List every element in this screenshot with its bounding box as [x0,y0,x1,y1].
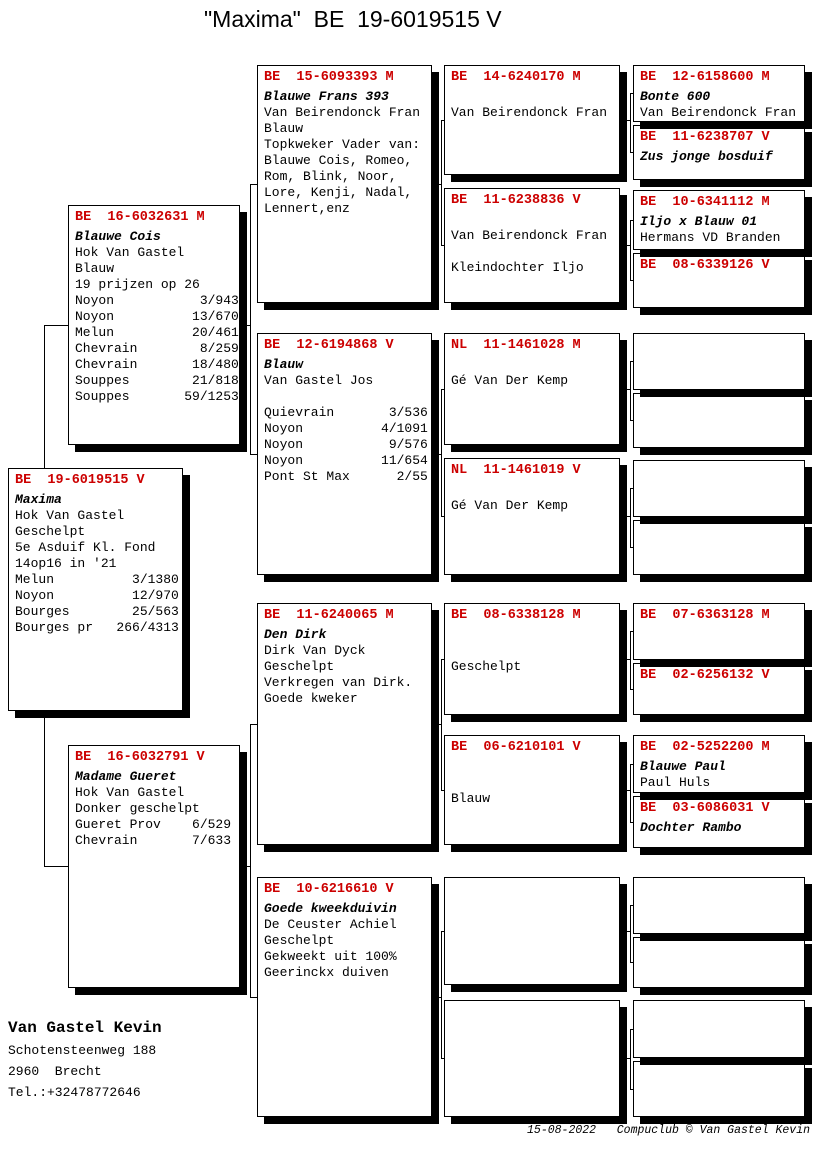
footer-spacer [596,1124,617,1137]
pigeon-info-line: Geschelpt [264,933,335,948]
ring-number [640,881,798,898]
pigeon-name: Blauwe Cois [75,229,161,244]
pedigree-box-g5-1 [633,65,805,122]
ring-number [640,524,798,541]
pigeon-info-line [451,244,613,260]
pigeon-name: Blauwe Frans 393 [264,89,389,104]
pigeon-info-line: De Ceuster Achiel [264,917,397,932]
pigeon-info-line: Bourges 25/563 [15,604,179,619]
ring-number: BE 16-6032791 V [75,750,205,765]
pigeon-info-line: Geschelpt [264,659,335,674]
pedigree-box-g5-12 [633,796,805,848]
pedigree-box-g3-1 [257,65,432,303]
pedigree-connector-line [240,866,250,867]
ring-number [640,397,798,414]
pigeon-info-line: Dirk Van Dyck [264,643,366,658]
pigeon-info-line: Lennert,enz [264,201,350,216]
pedigree-connector-line [620,245,630,246]
pigeon-name: Maxima [15,492,62,507]
pedigree-box-g5-9 [633,603,805,660]
pedigree-connector-line [630,764,631,823]
pigeon-info-line [451,89,613,105]
owner-phone: Tel.:+32478772646 [8,1085,141,1100]
pigeon-info-line: Van Gastel Jos [264,373,374,388]
pedigree-connector-line [250,724,257,725]
pigeon-info-line: Van Beirendonck Fran [640,105,797,120]
pedigree-connector-line [630,361,631,421]
pedigree-connector-line [630,488,631,548]
pedigree-box-g5-8 [633,520,805,575]
pedigree-box-g5-14 [633,937,805,988]
ring-number [640,1004,798,1021]
ring-number: NL 11-1461028 M [451,338,581,353]
ring-number: BE 19-6019515 V [15,473,145,488]
ring-number [640,337,798,354]
pigeon-info-line: Verkregen van Dirk. [264,675,413,690]
pigeon-info-line: Paul Huls [640,775,711,790]
pigeon-name: Bonte 600 [640,89,711,104]
ring-number [640,1065,798,1082]
pigeon-info-line: Melun 3/1380 [15,572,179,587]
pigeon-info-line: 19 prijzen op 26 [75,277,200,292]
owner-address-street: Schotensteenweg 188 [8,1043,157,1058]
pedigree-box-dam [68,745,240,988]
pigeon-info-line: Noyon 12/970 [15,588,179,603]
pigeon-info-line: Bourges pr 266/4313 [15,620,179,635]
pedigree-box-g4-4 [444,458,620,575]
pigeon-info-line: Souppes 59/1253 [75,389,239,404]
pedigree-connector-line [432,997,441,998]
ring-number: BE 12-6158600 M [640,70,770,85]
pedigree-box-g5-11 [633,735,805,793]
pedigree-box-g5-4 [633,253,805,308]
owner-name: Van Gastel Kevin [8,1019,162,1037]
pigeon-info-line [451,643,613,659]
pedigree-connector-line [44,866,68,867]
pigeon-name: Dochter Rambo [640,820,742,835]
page-title: "Maxima" BE 19-6019515 V [204,6,502,32]
pigeon-name: Blauw [264,357,304,372]
pigeon-info-line: Hok Van Gastel [15,508,125,523]
pedigree-connector-line [240,325,250,326]
ring-number: BE 02-6256132 V [640,668,770,683]
pedigree-connector-line [441,389,442,517]
pedigree-connector-line [441,659,442,791]
pigeon-info-line: Lore, Kenji, Nadal, [264,185,413,200]
pigeon-info-line: Blauwe Cois, Romeo, [264,153,413,168]
ring-number: BE 12-6194868 V [264,338,394,353]
pedigree-box-g5-6 [633,393,805,448]
ring-number [640,941,798,958]
ring-number: BE 16-6032631 M [75,210,205,225]
pigeon-info-line: Geerinckx duiven [264,965,389,980]
pedigree-box-g5-3 [633,190,805,250]
ring-number: BE 08-6339126 V [640,258,770,273]
pigeon-info-line: Kleindochter Iljo [451,260,584,275]
pigeon-name: Iljo x Blauw 01 [640,214,758,229]
pedigree-connector-line [620,1058,630,1059]
pigeon-info-line: Hermans VD Branden [640,230,781,245]
pigeon-info-line: Donker geschelpt [75,801,200,816]
pedigree-connector-line [630,905,631,963]
ring-number: BE 06-6210101 V [451,740,581,755]
pigeon-info-line: Gé Van Der Kemp [451,373,569,388]
pedigree-connector-line [441,931,442,1059]
pigeon-name: Zus jonge bosduif [640,149,773,164]
pigeon-info-line: Gekweekt uit 100% [264,949,397,964]
pigeon-info-line: Noyon 13/670 [75,309,239,324]
pedigree-box-g5-2 [633,125,805,180]
pedigree-connector-line [250,997,257,998]
pedigree-connector-line [620,120,630,121]
pigeon-info-line: Quievrain 3/536 [264,405,428,420]
pedigree-connector-line [620,389,630,390]
pedigree-connector-line [250,184,251,455]
pigeon-info-line: Geschelpt [451,659,522,674]
ring-number: BE 10-6341112 M [640,195,770,210]
pigeon-info-line: Van Beirendonck Fran [451,228,608,243]
pedigree-box-g5-5 [633,333,805,390]
pigeon-info-line [451,627,613,643]
pedigree-connector-line [432,724,441,725]
pigeon-info-line: Goede kweker [264,691,358,706]
pedigree-box-g5-16 [633,1061,805,1117]
pigeon-info-line: Chevrain 18/480 [75,357,239,372]
pedigree-connector-line [44,325,68,326]
pedigree-connector-line [250,454,257,455]
pigeon-info-line: Blauw [75,261,115,276]
ring-number: BE 08-6338128 M [451,608,581,623]
ring-number: BE 02-5252200 M [640,740,770,755]
pedigree-box-g3-2 [257,333,432,575]
footer-credit [527,1124,810,1137]
ring-number: NL 11-1461019 V [451,463,581,478]
pedigree-connector-line [620,516,630,517]
pigeon-info-line [451,482,613,498]
footer-copyright: Compuclub © Van Gastel Kevin [616,1124,810,1137]
pigeon-info-line: Chevrain 7/633 [75,833,232,848]
pedigree-box-subject [8,468,183,711]
pigeon-info-line: Rom, Blink, Noor, [264,169,397,184]
ring-number: BE 07-6363128 M [640,608,770,623]
pigeon-info-line: Geschelpt [15,524,86,539]
ring-number: BE 10-6216610 V [264,882,394,897]
pedigree-connector-line [630,631,631,690]
pedigree-box-g4-8 [444,1000,620,1117]
pigeon-name: Goede kweekduivin [264,901,397,916]
pigeon-info-line: Blauw [264,121,304,136]
pigeon-info-line [451,759,613,775]
pigeon-info-line: Topkweker Vader van: [264,137,421,152]
pigeon-info-line: Noyon 3/943 [75,293,239,308]
pigeon-info-line: 14op16 in '21 [15,556,117,571]
pedigree-box-g5-13 [633,877,805,934]
ring-number: BE 11-6238707 V [640,130,770,145]
pigeon-info-line [451,357,613,373]
pedigree-connector-line [620,790,630,791]
pigeon-info-line: Blauw [451,791,491,806]
pedigree-connector-line [630,1029,631,1090]
pedigree-connector-line [250,724,251,998]
pigeon-info-line: Noyon 9/576 [264,437,428,452]
pedigree-box-g4-3 [444,333,620,445]
pigeon-name: Madame Gueret [75,769,177,784]
pigeon-info-line: Melun 20/461 [75,325,239,340]
owner-address-city: 2960 Brecht [8,1064,102,1079]
footer-date: 15-08-2022 [527,1124,597,1137]
pigeon-info-line [451,212,613,228]
ring-number: BE 14-6240170 M [451,70,581,85]
pedigree-box-g3-3 [257,603,432,845]
pedigree-box-g4-5 [444,603,620,715]
pigeon-info-line: Pont St Max 2/55 [264,469,428,484]
pedigree-connector-line [630,220,631,281]
pedigree-box-g4-1 [444,65,620,175]
pigeon-info-line: Van Beirendonck Fran [451,105,608,120]
pigeon-info-line: Hok Van Gastel [75,785,185,800]
pedigree-box-sire [68,205,240,445]
pigeon-name: Blauwe Paul [640,759,726,774]
pedigree-connector-line [630,93,631,153]
pigeon-info-line: Gueret Prov 6/529 [75,817,232,832]
pedigree-connector-line [250,184,257,185]
pigeon-info-line: Souppes 21/818 [75,373,239,388]
ring-number [640,464,798,481]
pedigree-connector-line [620,659,630,660]
pigeon-info-line: Noyon 11/654 [264,453,428,468]
pigeon-info-line [264,389,425,405]
pigeon-info-line: Van Beirendonck Fran [264,105,421,120]
ring-number: BE 11-6238836 V [451,193,581,208]
pigeon-info-line [451,775,613,791]
pedigree-box-g4-2 [444,188,620,303]
pedigree-box-g5-15 [633,1000,805,1058]
ring-number: BE 15-6093393 M [264,70,394,85]
pigeon-info-line: Chevrain 8/259 [75,341,239,356]
ring-number: BE 03-6086031 V [640,801,770,816]
ring-number [451,881,613,898]
pigeon-info-line: Noyon 4/1091 [264,421,428,436]
ring-number: BE 11-6240065 M [264,608,394,623]
pedigree-connector-line [432,454,441,455]
owner-block [8,1016,162,1103]
pedigree-box-g4-7 [444,877,620,985]
pigeon-info-line: 5e Asduif Kl. Fond [15,540,156,555]
pedigree-connector-line [441,120,442,246]
pedigree-connector-line [620,931,630,932]
pedigree-box-g4-6 [444,735,620,845]
pedigree-box-g5-10 [633,663,805,715]
pigeon-info-line: Gé Van Der Kemp [451,498,569,513]
ring-number [451,1004,613,1021]
pigeon-info-line: Hok Van Gastel [75,245,185,260]
pigeon-name: Den Dirk [264,627,327,642]
pedigree-box-g3-4 [257,877,432,1117]
pedigree-connector-line [432,184,441,185]
pedigree-box-g5-7 [633,460,805,517]
